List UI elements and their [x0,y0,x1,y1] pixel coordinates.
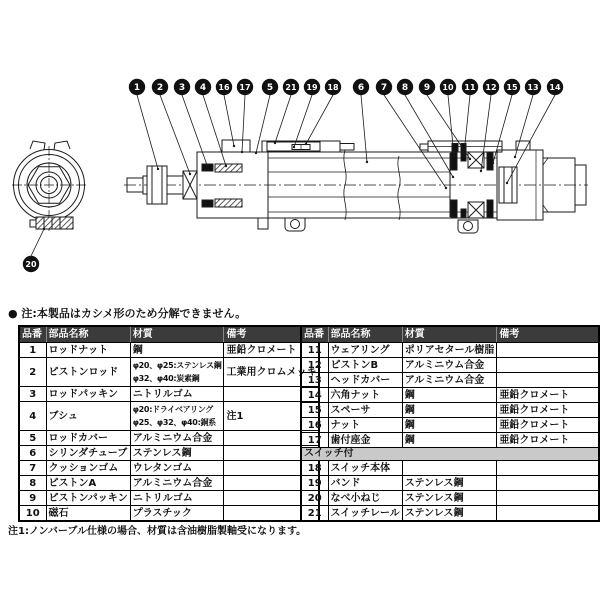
col-header-remark: 備考 [224,326,320,343]
leader-line [427,95,470,159]
table-row [19,358,319,387]
balloon-number: 3 [178,83,186,93]
part-material: アルミニウム合金 [130,476,224,491]
part-remark [497,506,599,522]
balloon-number: 21 [285,83,297,92]
part-name: 磁石 [46,506,130,522]
leader-dot [274,142,276,144]
part-remark: 亜鉛クロメート [497,433,599,448]
table-row [19,491,319,506]
part-material: 鋼 [402,433,497,448]
part-material: アルミニウム合金 [402,358,497,373]
part-name: 六角ナット [328,388,402,403]
section-row [301,448,599,461]
part-number: 8 [19,476,46,491]
leader-dot [293,146,295,148]
part-remark [497,373,599,388]
table-row [301,388,599,403]
balloon-number: 11 [464,83,476,92]
part-remark: 工業用クロムメッキ [224,358,320,387]
table-row [301,343,599,358]
part-remark: 亜鉛クロメート [224,343,320,358]
balloon-number: 1 [133,83,141,93]
part-number: 9 [19,491,46,506]
leader-dot [189,173,191,175]
part-material: φ20、φ25:ステンレス鋼 φ32、φ40:炭素鋼 [130,358,224,387]
part-number: 19 [301,476,328,491]
balloon-number: 9 [423,83,431,93]
leader-dot [492,162,494,164]
part-name: ピストンA [46,476,130,491]
balloon-number: 10 [442,83,454,92]
leader-dot [452,176,454,178]
table-row [301,476,599,491]
table-row [19,402,319,431]
table-row [19,446,319,461]
part-remark [497,343,599,358]
part-number: 14 [301,388,328,403]
part-remark [497,491,599,506]
table-row [301,506,599,522]
col-header-material: 材質 [402,326,497,343]
part-name: シリンダチューブ [46,446,130,461]
part-material [402,461,497,476]
table-row [19,343,319,358]
part-remark: 注1 [224,402,320,431]
cylinder-front-view [12,141,88,231]
part-number: 17 [301,433,328,448]
col-header-material: 材質 [130,326,224,343]
part-name: ロッドナット [46,343,130,358]
leader-line [137,95,158,169]
table-row [301,418,599,433]
balloon-number: 15 [506,83,518,92]
leader-line [507,95,555,183]
table-header-row [301,326,599,343]
part-remark: 亜鉛クロメート [497,388,599,403]
part-number: 5 [19,431,46,446]
leader-dot [225,165,227,167]
part-name: ロッドパッキン [46,387,130,402]
balloon-number: 16 [218,83,230,92]
table-row [19,431,319,446]
leader-line [275,95,291,143]
part-material: 鋼 [402,418,497,433]
part-material: ステンレス鋼 [402,491,497,506]
balloon-number: 4 [199,83,207,93]
col-header-no: 品番 [301,326,328,343]
part-material: アルミニウム合金 [130,431,224,446]
leader-line [242,95,245,152]
part-number: 13 [301,373,328,388]
part-number: 16 [301,418,328,433]
footnote-note1: 注1:ノンバーブル仕様の場合、材質は含油樹脂製軸受になります。 [8,526,307,537]
part-name: ブシュ [46,402,130,431]
part-number: 11 [301,343,328,358]
part-number: 18 [301,461,328,476]
leader-dot [445,187,447,189]
part-name: 歯付座金 [328,433,402,448]
balloon-number: 19 [306,83,318,92]
part-material: ステンレス鋼 [402,476,497,491]
part-remark: 亜鉛クロメート [497,418,599,433]
part-number: 21 [301,506,328,522]
table-row [19,476,319,491]
col-header-name: 部品名称 [46,326,130,343]
leader-line [182,95,207,165]
table-row [301,403,599,418]
leader-line [405,95,453,177]
part-material: ステンレス鋼 [402,506,497,522]
balloon-callouts [23,79,563,272]
part-remark [497,476,599,491]
leader-dot [480,170,482,172]
part-name: ヘッドカバー [328,373,402,388]
part-material: φ20:ドライベアリング φ25、φ32、φ40:銅系 [130,402,224,431]
leader-dot [241,151,243,153]
leader-dot [514,156,516,158]
leader-line [224,95,234,146]
leader-line [31,229,44,256]
balloon-number: 13 [527,83,539,92]
part-number: 10 [19,506,46,522]
balloon-number: 7 [380,83,388,93]
part-number: 6 [19,446,46,461]
balloon-number: 17 [239,83,251,92]
balloon-number: 6 [357,83,365,93]
leader-line [294,95,312,147]
table-row [19,461,319,476]
part-number: 7 [19,461,46,476]
balloon-number: 5 [266,83,274,93]
assembly-note: ● 注:本製品はカシメ形のため分解できません。 [8,307,247,320]
part-material: 鋼 [402,403,497,418]
part-name: スイッチレール [328,506,402,522]
part-name: スイッチ本体 [328,461,402,476]
balloon-number: 20 [25,260,37,269]
leader-dot [506,182,508,184]
table-row [301,461,599,476]
part-material: ニトリルゴム [130,387,224,402]
parts-table-right [300,325,600,522]
leader-line [464,95,470,154]
part-number: 3 [19,387,46,402]
leader-dot [233,145,235,147]
balloon-number: 18 [327,83,339,92]
part-material: プラスチック [130,506,224,522]
leader-dot [206,164,208,166]
part-name: ピストンロッド [46,358,130,387]
leader-line [448,95,454,156]
col-header-no: 品番 [19,326,46,343]
parts-table-left [18,325,320,522]
part-remark [497,358,599,373]
table-row [301,491,599,506]
leader-dot [43,228,45,230]
part-name: ウェアリング [328,343,402,358]
leader-line [256,95,270,153]
part-remark [497,461,599,476]
section-label: スイッチ付 [301,448,599,461]
part-number: 20 [301,491,328,506]
leader-line [306,95,333,144]
balloon-number: 12 [485,83,497,92]
leader-dot [453,155,455,157]
part-name: なべ小ねじ [328,491,402,506]
part-number: 15 [301,403,328,418]
cylinder-side-view [124,140,588,233]
table-header-row [19,326,319,343]
part-number: 1 [19,343,46,358]
leader-dot [469,158,471,160]
balloon-number: 2 [156,83,164,93]
balloon-number: 14 [549,83,561,92]
part-remark: 亜鉛クロメート [497,403,599,418]
table-row [301,358,599,373]
part-name: ロッドカバー [46,431,130,446]
part-material: 鋼 [402,388,497,403]
part-name: クッションゴム [46,461,130,476]
leader-line [493,95,512,163]
part-name: ピストンパッキン [46,491,130,506]
part-name: スペーサ [328,403,402,418]
leader-line [203,95,226,166]
part-name: バンド [328,476,402,491]
leader-dot [255,152,257,154]
leader-dot [305,143,307,145]
balloon-number: 8 [401,83,409,93]
part-material: アルミニウム合金 [402,373,497,388]
part-material: ステンレス鋼 [130,446,224,461]
col-header-remark: 備考 [497,326,599,343]
part-name: ナット [328,418,402,433]
part-number: 12 [301,358,328,373]
table-row [301,433,599,448]
part-material: ウレタンゴム [130,461,224,476]
leader-dot [463,153,465,155]
leader-dot [157,168,159,170]
col-header-name: 部品名称 [328,326,402,343]
part-number: 2 [19,358,46,387]
part-material: ニトリルゴム [130,491,224,506]
leader-line [160,95,190,174]
part-material: ポリアセタール樹脂 [402,343,497,358]
table-row [19,506,319,522]
leader-dot [366,161,368,163]
table-row [19,387,319,402]
part-material: 鋼 [130,343,224,358]
part-number: 4 [19,402,46,431]
part-name: ピストンB [328,358,402,373]
table-row [301,373,599,388]
